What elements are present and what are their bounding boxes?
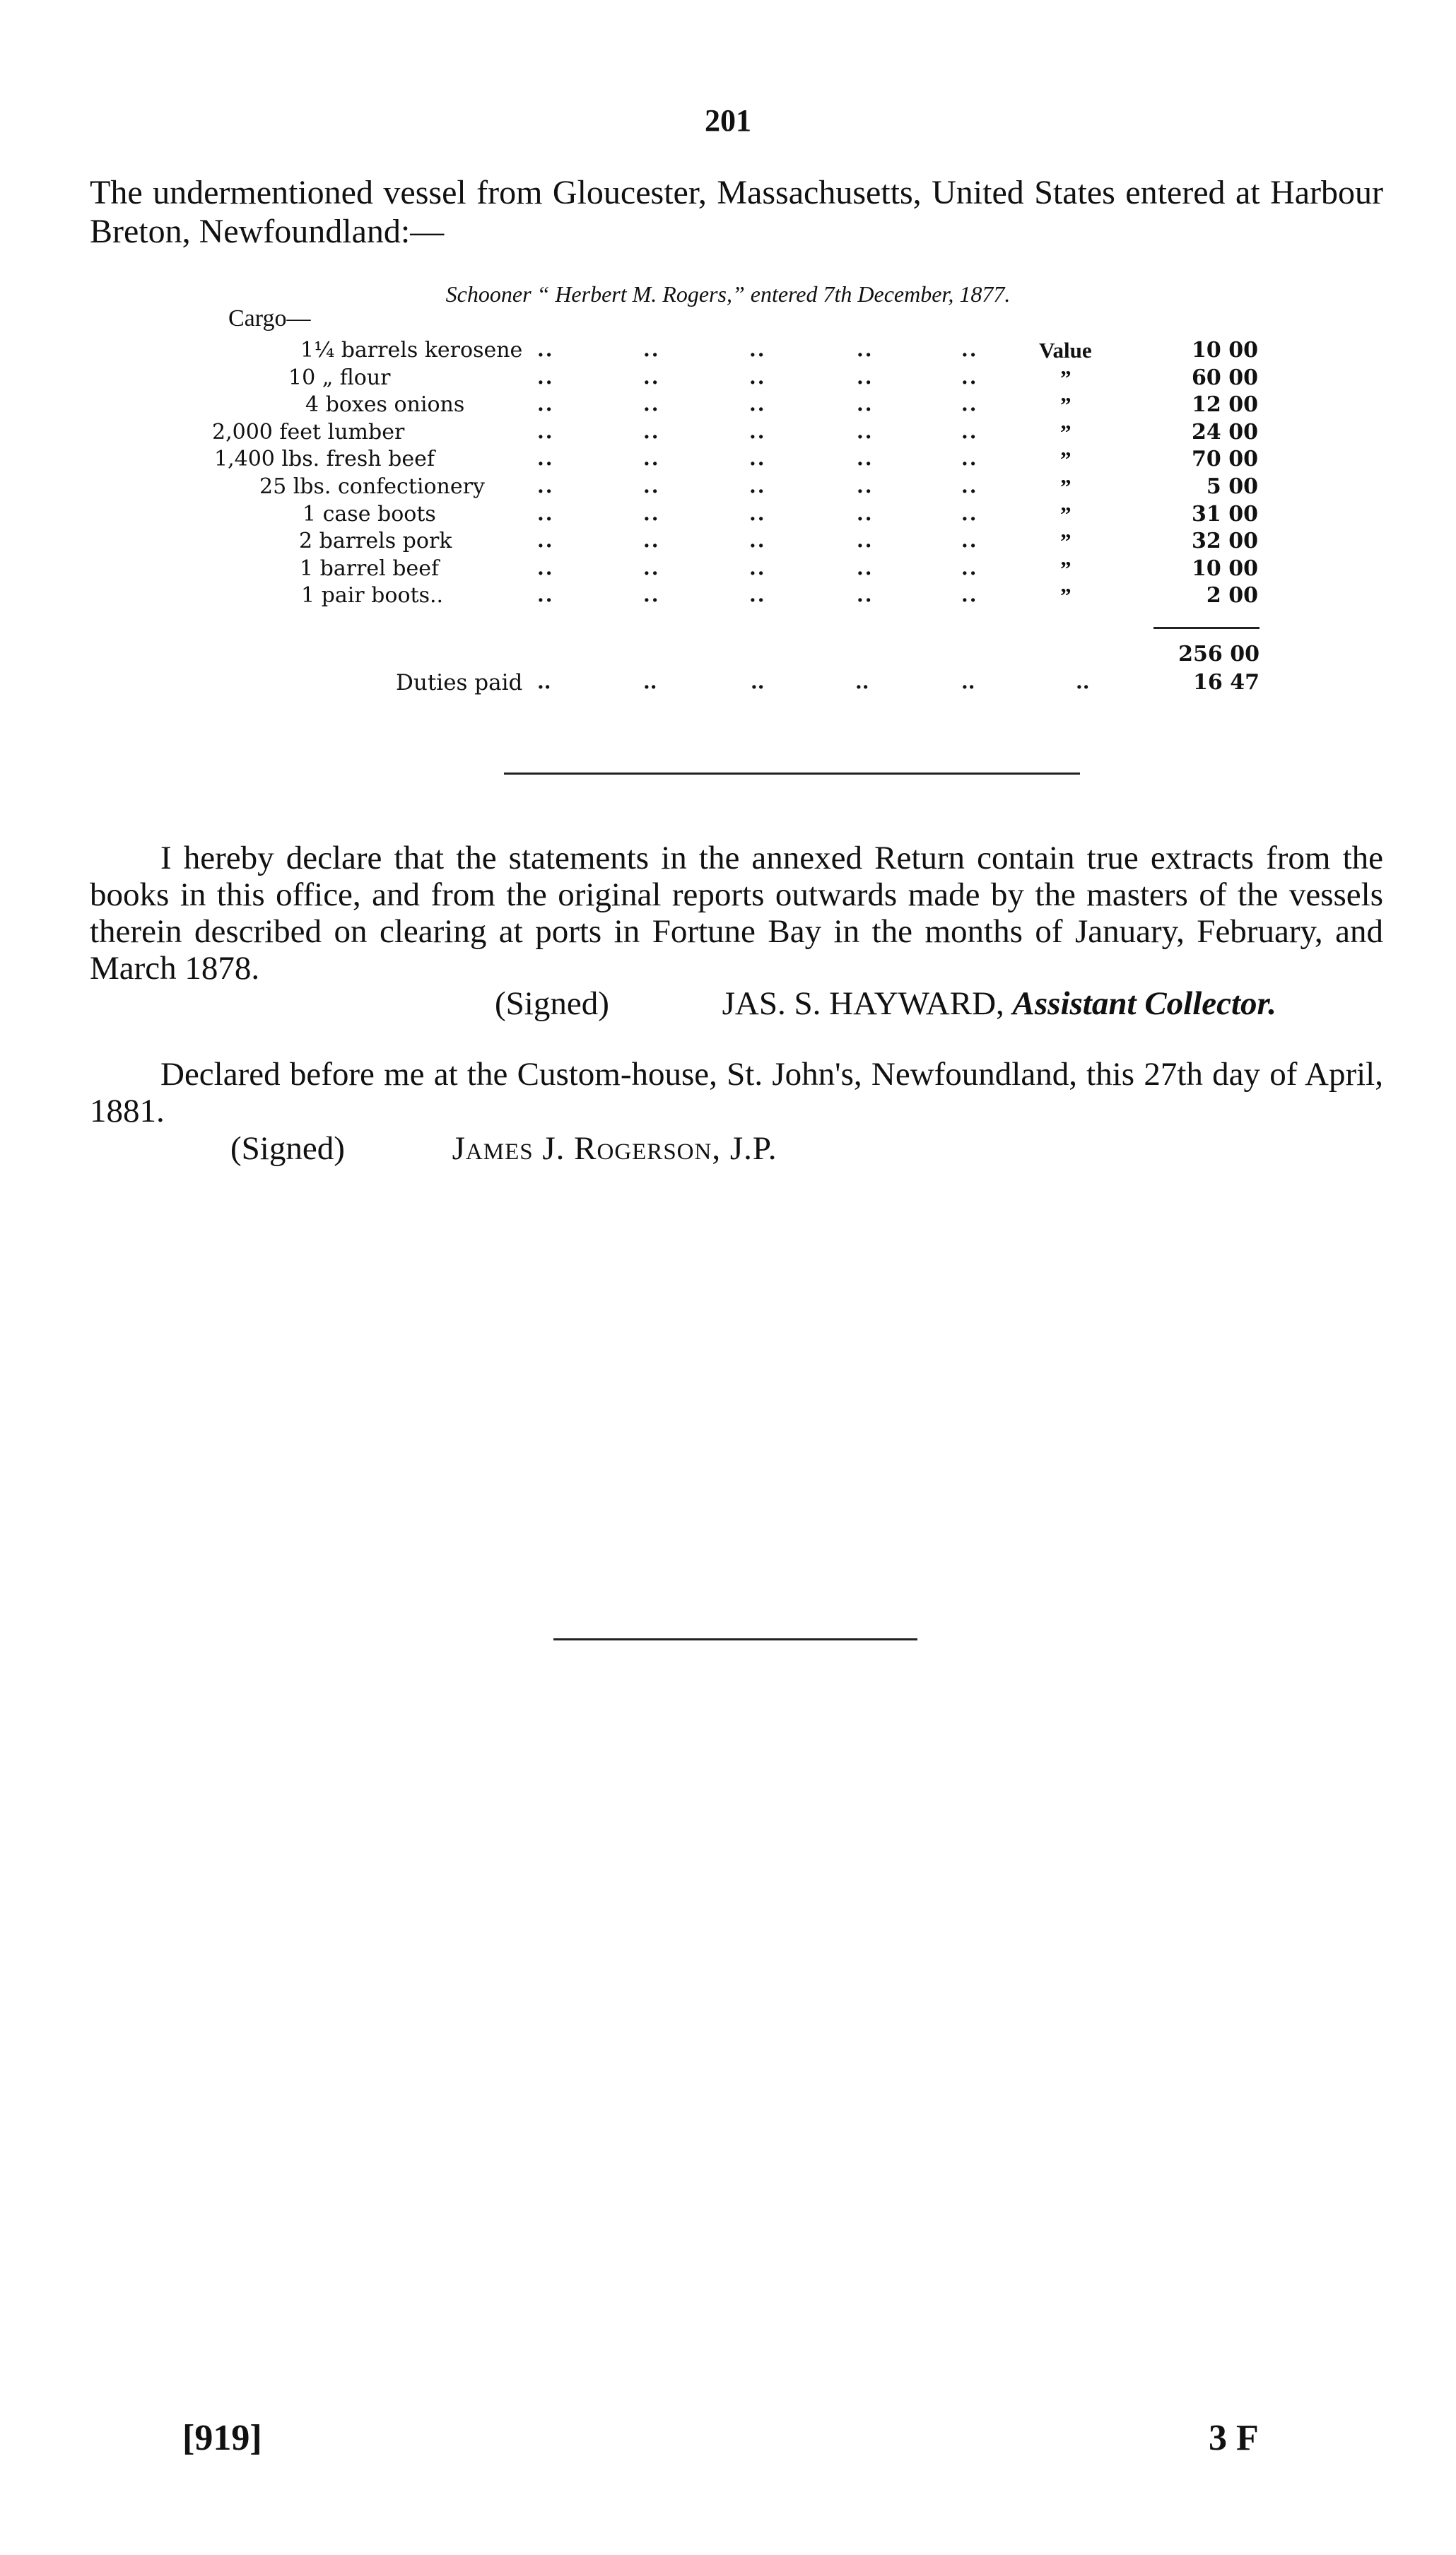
section-rule [504, 773, 1080, 775]
ditto-mark: ” [1060, 474, 1072, 499]
cargo-amount: 10 00 [1192, 556, 1258, 581]
leader-dot-pair: .. [857, 556, 874, 580]
leader-dot-pair: .. [749, 419, 766, 443]
leader-dot-pair: .. [537, 338, 554, 361]
cargo-item: 1 barrel beef [300, 556, 440, 581]
ditto-mark: ” [1060, 556, 1072, 581]
leader-dot-pair: .. [961, 419, 978, 443]
cargo-row [212, 556, 1258, 584]
intro-paragraph: The undermentioned vessel from Gloucester, Massachusetts, United States entered at Harbour Breton, Newfoundland:— [90, 174, 1383, 250]
leader-dot-pair: .. [961, 670, 975, 693]
leader-dot-pair: .. [749, 447, 766, 471]
signature-hayward [495, 985, 1276, 1023]
cargo-item: 2 barrels pork [299, 529, 452, 554]
cargo-item: 1,400 lbs. fresh beef [214, 447, 435, 472]
ditto-mark: ” [1060, 501, 1072, 527]
leader-dot-pair: .. [643, 501, 660, 525]
leader-dot-pair: .. [749, 529, 766, 553]
cargo-table [212, 338, 1258, 611]
ditto-mark: ” [1060, 419, 1072, 445]
cargo-item: 25 lbs. confectionery [259, 474, 485, 499]
leader-dot-pair: .. [537, 556, 554, 580]
leader-dot-pair: .. [643, 556, 660, 580]
footer-sheet-mark: 3 F [1209, 2418, 1259, 2458]
leader-dot-pair: .. [643, 338, 660, 361]
cargo-amount: 12 00 [1192, 392, 1258, 418]
leader-dot-pair: .. [857, 365, 874, 389]
cargo-item: 1 case boots [303, 501, 436, 527]
ditto-mark: ” [1060, 365, 1072, 390]
cargo-item: 10 „ flour [288, 365, 391, 390]
leader-dot-pair: .. [961, 556, 978, 580]
leader-dot-pair: .. [749, 365, 766, 389]
leader-dot-pair: .. [961, 529, 978, 553]
leader-dot-pair: .. [537, 419, 554, 443]
leader-dot-pair: .. [855, 670, 869, 693]
footer-signature-mark: [919] [182, 2418, 262, 2458]
page-number: 201 [705, 103, 751, 138]
leader-dot-pair: .. [961, 392, 978, 416]
cargo-amount: 10 00 [1192, 338, 1258, 363]
leader-dot-pair: .. [643, 419, 660, 443]
cargo-row [212, 447, 1258, 474]
leader-dot-pair: .. [643, 365, 660, 389]
declared-paragraph: Declared before me at the Custom-house, St. John's, Newfoundland, this 27th day of April, 1881. [90, 1056, 1383, 1129]
leader-dot-pair: .. [857, 583, 874, 607]
leader-dot-pair: .. [857, 392, 874, 416]
leader-dot-pair: .. [961, 338, 978, 361]
signature-rogerson [230, 1129, 777, 1168]
signer-name: JAS. S. HAYWARD, [722, 985, 1004, 1022]
leader-dot-pair: .. [749, 392, 766, 416]
leader-dot-pair: .. [537, 501, 554, 525]
leader-dot-pair: .. [749, 474, 766, 498]
cargo-row [212, 529, 1258, 556]
leader-dot-pair: .. [643, 474, 660, 498]
cargo-amount: 31 00 [1192, 501, 1258, 527]
total-underline [1153, 627, 1260, 629]
cargo-total: 256 00 [1178, 642, 1260, 666]
leader-dot-pair: .. [537, 474, 554, 498]
leader-dot-pair: .. [857, 474, 874, 498]
cargo-row [212, 420, 1258, 447]
signed-label: (Signed) [495, 985, 609, 1022]
ditto-mark: ” [1060, 392, 1072, 418]
leader-dot-pair: .. [749, 556, 766, 580]
leader-dot-pair: .. [537, 529, 554, 553]
ditto-mark: ” [1060, 583, 1072, 609]
leader-dot-pair: .. [537, 392, 554, 416]
leader-dot-pair: .. [643, 583, 660, 607]
leader-dot-pair: .. [857, 419, 874, 443]
cargo-heading: Cargo— [228, 305, 311, 331]
leader-dot-pair: .. [643, 447, 660, 471]
ditto-mark: ” [1060, 529, 1072, 554]
cargo-row [212, 365, 1258, 393]
cargo-amount: 24 00 [1192, 419, 1258, 445]
cargo-item: 1 pair boots.. [301, 583, 444, 609]
leader-dot-pair: .. [537, 447, 554, 471]
cargo-row [212, 392, 1258, 420]
cargo-amount: 60 00 [1192, 365, 1258, 390]
cargo-amount: 5 00 [1206, 474, 1258, 499]
leader-dot-pair: .. [749, 583, 766, 607]
leader-dot-pair: .. [749, 501, 766, 525]
leader-dot-pair: .. [643, 670, 657, 693]
leader-dot-pair: .. [961, 474, 978, 498]
leader-dot-pair: .. [857, 501, 874, 525]
cargo-row [212, 583, 1258, 611]
declaration-paragraph: I hereby declare that the statements in the annexed Return contain true extracts from the books in this office, and from the original reports outwards made by the masters of the vessels therein described on clearing at ports in Fortune Bay in the months of January, February, and March 1878. [90, 840, 1383, 987]
leader-dot-pair: .. [961, 447, 978, 471]
duties-row [396, 670, 1260, 698]
leader-dot-pair: .. [1076, 670, 1090, 693]
ditto-mark: ” [1060, 447, 1072, 472]
leader-dot-pair: .. [643, 529, 660, 553]
signed-label: (Signed) [230, 1130, 345, 1167]
leader-dot-pair: .. [857, 529, 874, 553]
cargo-row [212, 502, 1258, 529]
leader-dot-pair: .. [537, 583, 554, 607]
leader-dot-pair: .. [751, 670, 765, 693]
leader-dot-pair: .. [643, 392, 660, 416]
end-rule [553, 1638, 917, 1640]
leader-dot-pair: .. [749, 338, 766, 361]
leader-dot-pair: .. [961, 501, 978, 525]
leader-dot-pair: .. [961, 583, 978, 607]
leader-dot-pair: .. [857, 338, 874, 361]
signer-name: James J. Rogerson, J.P. [452, 1130, 777, 1167]
cargo-amount: 2 00 [1206, 583, 1258, 609]
schooner-line: Schooner “ Herbert M. Rogers,” entered 7th December, 1877. [445, 281, 1011, 307]
signer-title: Assistant Collector. [1012, 985, 1277, 1022]
leader-dot-pair: .. [537, 670, 551, 693]
cargo-amount: 32 00 [1192, 529, 1258, 554]
cargo-item: 2,000 feet lumber [212, 419, 405, 445]
leader-dot-pair: .. [961, 365, 978, 389]
cargo-item: 1¼ barrels kerosene [300, 338, 523, 363]
cargo-amount: 70 00 [1192, 447, 1258, 472]
duties-amount: 16 47 [1193, 670, 1260, 695]
cargo-item: 4 boxes onions [305, 392, 465, 418]
duties-label: Duties paid [396, 670, 523, 695]
leader-dot-pair: .. [537, 365, 554, 389]
cargo-row [212, 338, 1258, 365]
leader-dot-pair: .. [857, 447, 874, 471]
cargo-row [212, 474, 1258, 502]
value-label: Value [1039, 338, 1092, 363]
